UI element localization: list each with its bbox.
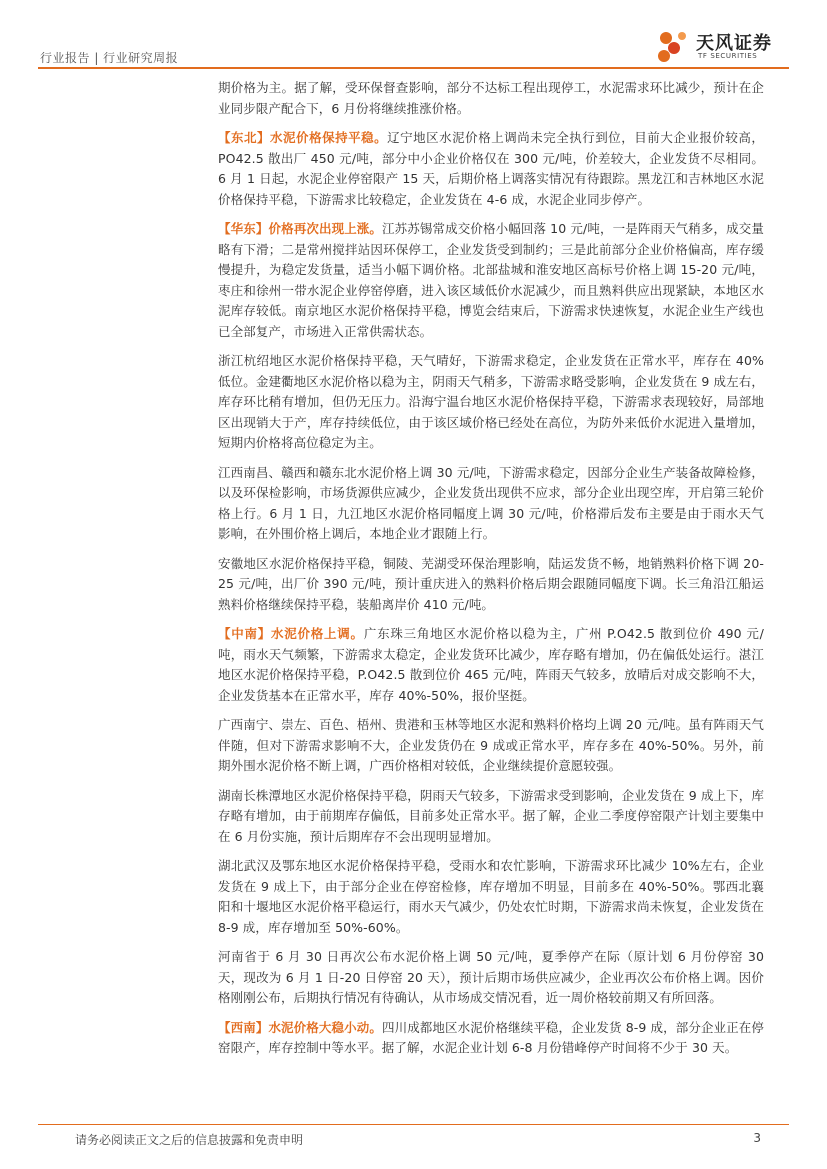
page-number: 3 bbox=[753, 1131, 761, 1145]
paragraph-text: 江西南昌、赣西和赣东北水泥价格上调 30 元/吨，下游需求稳定，因部分企业生产装备故障检修，以及环保检影响，市场货源供应减少，企业发货出现供不应求，部分企业出现空库，开启第三轮价格上行。6 月 1 日，九江地区水泥价格同幅度上调 30 元/吨，价格滞后发布主要是由于雨水天气影响，在外围价格上调后，本地企业才跟随上行。 bbox=[218, 464, 764, 541]
report-body bbox=[218, 78, 764, 1068]
paragraph-lead: 【华东】价格再次出现上涨。 bbox=[218, 221, 383, 236]
paragraph-text: 辽宁地区水泥价格上调尚未完全执行到位，目前大企业报价较高，PO42.5 散出厂 450 元/吨，部分中小企业价格仅在 300 元/吨，价差较大，企业发货不尽相同。6 月 1 日起，水泥企业停窑限产 15 天，后期价格上调落实情况有待跟踪。黑龙江和吉林地区水泥价格保持平稳，下游需求比较稳定，企业发货在 4-6 成，水泥企业同步停产。 bbox=[218, 130, 764, 207]
paragraph-text: 湖北武汉及鄂东地区水泥价格保持平稳，受雨水和农忙影响，下游需求环比减少 10%左右，企业发货在 9 成上下，由于部分企业在停窑检修，库存增加不明显，目前多在 40%-50%。鄂西北襄阳和十堰地区水泥价格平稳运行，雨水天气减少，仍处农忙时期，下游需求尚未恢复，企业发货在 8-9 成，库存增加至 50%-60%。 bbox=[218, 858, 764, 935]
paragraph bbox=[218, 554, 764, 616]
paragraph-text: 江苏苏锡常成交价格小幅回落 10 元/吨，一是阵雨天气稍多，成交量略有下滑；二是常州搅拌站因环保停工，企业发货受到制约；三是此前部分企业价格偏高，库存缓慢提升，为稳定发货量，适当小幅下调价格。北部盐城和淮安地区高标号价格上调 15-20 元/吨，枣庄和徐州一带水泥企业停窑停磨，进入该区域低价水泥减少，而且熟料供应出现紧缺，本地区水泥库存较低。南京地区水泥价格保持平稳，博览会结束后，下游需求快速恢复，水泥企业生产线也已全部复产，市场进入正常供需状态。 bbox=[218, 221, 764, 339]
paragraph-text: 湖南长株潭地区水泥价格保持平稳，阴雨天气较多，下游需求受到影响，企业发货在 9 成上下，库存略有增加，由于前期库存偏低，目前多处正常水平。据了解，企业二季度停窑限产计划主要集中在 6 月份实施，预计后期库存不会出现明显增加。 bbox=[218, 787, 764, 844]
logo-name-en: TF SECURITIES bbox=[698, 52, 758, 60]
paragraph bbox=[218, 786, 764, 848]
paragraph-southwest bbox=[218, 1018, 764, 1059]
company-logo bbox=[652, 26, 792, 66]
paragraph bbox=[218, 78, 764, 119]
paragraph-text: 浙江杭绍地区水泥价格保持平稳，天气晴好，下游需求稳定，企业发货在正常水平，库存在 40%低位。金建衢地区水泥价格以稳为主，阴雨天气稍多，下游需求略受影响，企业发货在 9 成左右，库存环比稍有增加，但仍无压力。沿海宁温台地区水泥价格保持平稳，下游需求表现较好，局部地区出现销大于产，库存持续低位，由于该区域价格已经处在高位，为防外来低价水泥进入量增加，短期内价格将高位稳定为主。 bbox=[218, 353, 764, 450]
paragraph-northeast bbox=[218, 128, 764, 210]
disclaimer-notice: 请务必阅读正文之后的信息披露和免责申明 bbox=[75, 1133, 304, 1147]
paragraph-lead: 【西南】水泥价格大稳小动。 bbox=[218, 1019, 382, 1035]
paragraph bbox=[218, 351, 764, 454]
header-divider bbox=[38, 67, 789, 69]
paragraph-east-china bbox=[218, 219, 764, 342]
paragraph-text: 四川成都地区水泥价格继续平稳，企业发货 8-9 成，部分企业正在停窑限产，库存控制中等水平。据了解，水泥企业计划 6-8 月份错峰停产时间将不少于 30 天。 bbox=[218, 1019, 764, 1055]
paragraph-lead: 【中南】水泥价格上调。 bbox=[218, 626, 364, 641]
paragraph bbox=[218, 856, 764, 938]
logo-mark-icon bbox=[652, 26, 692, 66]
paragraph-text: 期价格为主。据了解，受环保督查影响，部分不达标工程出现停工，水泥需求环比减少，预计在企业同步限产配合下，6 月份将继续推涨价格。 bbox=[218, 80, 764, 116]
paragraph-text: 河南省于 6 月 30 日再次公布水泥价格上调 50 元/吨，夏季停产在际（原计划 6 月份停窑 30 天，现改为 6 月 1 日-20 日停窑 20 天），预计后期市场供应减少，企业再次公布价格上调。因价格刚刚公布，后期执行情况有待确认，从市场成交情况看，近一周价格较前期又有所回落。 bbox=[218, 949, 764, 1005]
paragraph bbox=[218, 947, 764, 1009]
paragraph bbox=[218, 715, 764, 777]
paragraph bbox=[218, 463, 764, 545]
report-category-label: 行业报告 | 行业研究周报 bbox=[40, 51, 179, 65]
logo-name-cn: 天风证券 bbox=[696, 33, 772, 54]
paragraph-lead: 【东北】水泥价格保持平稳。 bbox=[218, 130, 388, 145]
paragraph-text: 广东珠三角地区水泥价格以稳为主，广州 P.O42.5 散到位价 490 元/吨，雨水天气频繁，下游需求太稳定，企业发货环比减少，库存略有增加，仍在偏低处运行。湛江地区水泥价格保持平稳，P.O42.5 散到位价 465 元/吨，阵雨天气较多，放晴后对成交影响不大，企业发货基本在正常水平，库存 40%-50%，报价坚挺。 bbox=[218, 626, 764, 703]
paragraph-text: 安徽地区水泥价格保持平稳，铜陵、芜湖受环保治理影响，陆运发货不畅，地销熟料价格下调 20-25 元/吨，出厂价 390 元/吨，预计重庆进入的熟料价格后期会跟随同幅度下调。长三角沿江船运熟料价格继续保持平稳，装船离岸价 410 元/吨。 bbox=[218, 555, 764, 612]
footer-divider bbox=[38, 1124, 789, 1125]
paragraph-text: 广西南宁、崇左、百色、梧州、贵港和玉林等地区水泥和熟料价格均上调 20 元/吨。虽有阵雨天气伴随，但对下游需求影响不大，企业发货仍在 9 成或正常水平，库存多在 40%-50%。另外，前期外围水泥价格不断上调，广西价格相对较低，企业继续提价意愿较强。 bbox=[218, 717, 764, 773]
paragraph-central-south bbox=[218, 624, 764, 706]
